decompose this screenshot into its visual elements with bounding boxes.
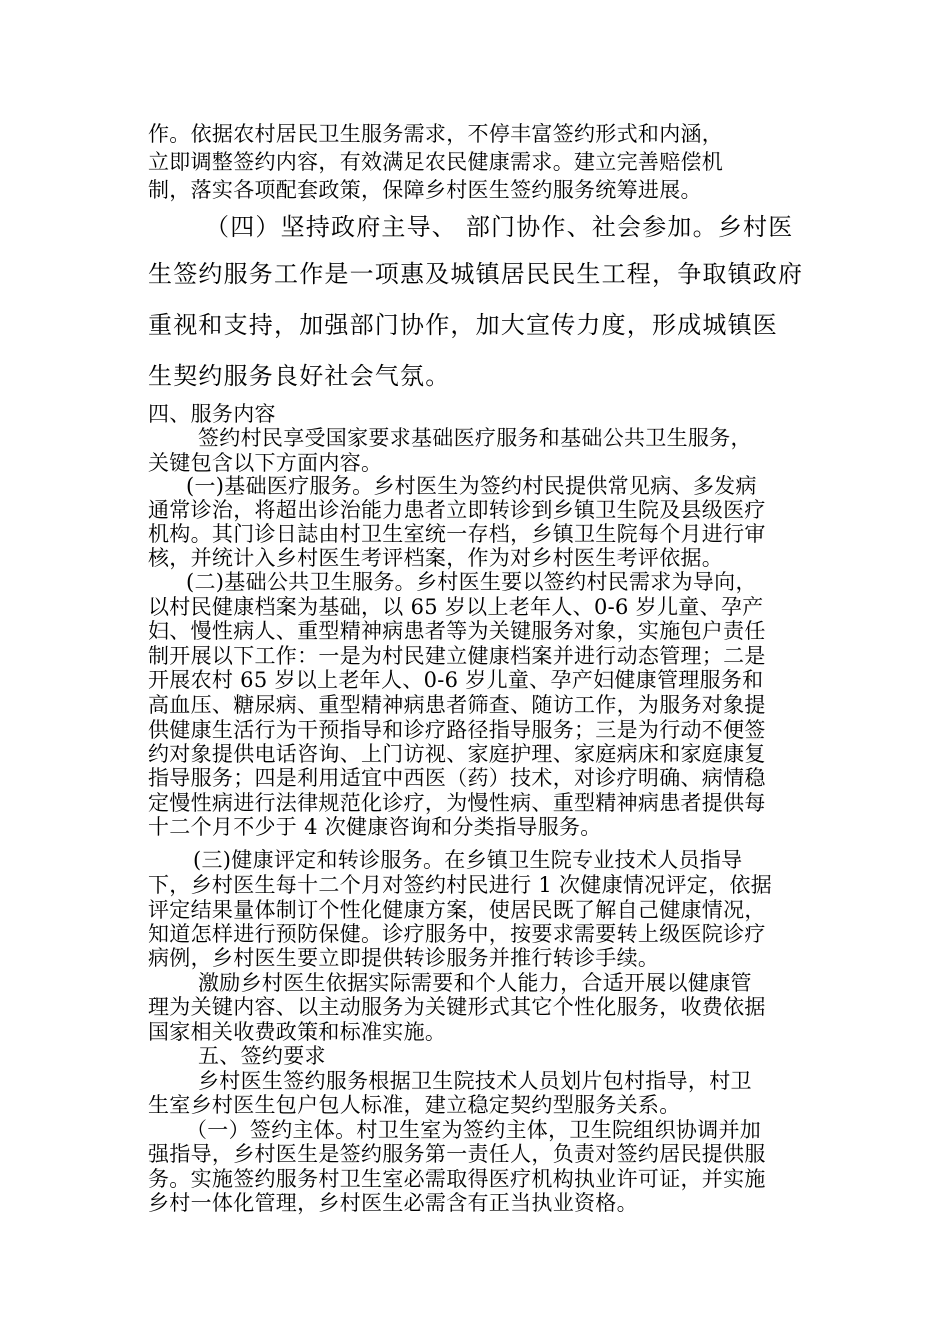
paragraph-line: 理为关键内容、以主动服务为关键形式其它个性化服务，收费依据 (148, 995, 766, 1019)
paragraph-line: 知道怎样进行预防保健。诊疗服务中，按要求需要转上级医院诊疗 (148, 922, 766, 946)
section-heading-four: （四）坚持政府主导、 部门协作、社会参加。乡村医 (205, 213, 794, 241)
paragraph-line: 供健康生活行为干预指导和诊疗路径指导服务；三是为行动不便签 (148, 718, 766, 742)
paragraph-line: 生契约服务良好社会气氛。 (148, 362, 451, 390)
paragraph-line: 生签约服务工作是一项惠及城镇居民民生工程，争取镇政府 (148, 260, 804, 288)
subsection-heading: (二)基础公共卫生服务。乡村医生要以签约村民需求为导向， (186, 570, 757, 594)
paragraph-line: 病例，乡村医生要立即提供转诊服务并推行转诊手续。 (148, 946, 660, 970)
subsection-heading: （一）签约主体。村卫生室为签约主体，卫生院组织协调并加 (186, 1118, 762, 1142)
paragraph-line: 机构。其门诊日誌由村卫生室统一存档，乡镇卫生院每个月进行审 (148, 522, 766, 546)
paragraph-line: 核，并统计入乡村医生考评档案，作为对乡村医生考评依据。 (148, 546, 724, 570)
paragraph-line: 国家相关收费政策和标准实施。 (148, 1020, 447, 1044)
paragraph-line: 务。实施签约服务村卫生室必需取得医疗机构执业许可证，并实施 (148, 1167, 766, 1191)
paragraph-line: 妇、慢性病人、重型精神病患者等为关键服务对象，实施包户责任 (148, 619, 766, 643)
paragraph-line: 通常诊治，将超出诊治能力患者立即转诊到乡镇卫生院及县级医疗 (148, 498, 766, 522)
paragraph-line: 约对象提供电话咨询、上门访视、家庭护理、家庭病床和家庭康复 (148, 742, 766, 766)
paragraph-line: 以村民健康档案为基础，以 65 岁以上老年人、0-6 岁儿童、孕产 (148, 595, 764, 619)
paragraph-line: 定慢性病进行法律规范化诊疗，为慢性病、重型精神病患者提供每 (148, 791, 766, 815)
paragraph-line: 指导服务；四是利用适宜中西医（药）技术，对诊疗明确、病情稳 (148, 766, 766, 790)
subsection-heading: (一)基础医疗服务。乡村医生为签约村民提供常见病、多发病 (186, 474, 757, 498)
paragraph-line: 激励乡村医生依据实际需要和个人能力，合适开展以健康管 (198, 971, 752, 995)
paragraph-line: 乡村一体化管理，乡村医生必需含有正当执业资格。 (148, 1191, 638, 1215)
paragraph-line: 签约村民享受国家要求基础医疗服务和基础公共卫生服务， (198, 426, 752, 450)
paragraph-line: 关键包含以下方面内容。 (148, 451, 383, 475)
paragraph-line: 强指导，乡村医生是签约服务第一责任人，负责对签约居民提供服 (148, 1142, 766, 1166)
paragraph-line: 生室乡村医生包户包人标准，建立稳定契约型服务关系。 (148, 1093, 681, 1117)
paragraph-line: 评定结果量体制订个性化健康方案，使居民既了解自己健康情况， (148, 898, 766, 922)
paragraph-line: 十二个月不少于 4 次健康咨询和分类指导服务。 (148, 815, 602, 839)
section-title: 四、服务内容 (148, 402, 276, 426)
paragraph-line: 开展农村 65 岁以上老年人、0-6 岁儿童、孕产妇健康管理服务和 (148, 668, 764, 692)
paragraph-line: 制开展以下工作：一是为村民建立健康档案并进行动态管理；二是 (148, 644, 766, 668)
section-title: 五、签约要求 (198, 1044, 326, 1068)
paragraph-line: 高血压、糖尿病、重型精神病患者筛查、随访工作，为服务对象提 (148, 693, 766, 717)
paragraph-line: 乡村医生签约服务根据卫生院技术人员划片包村指导，村卫 (198, 1069, 752, 1093)
paragraph-line: 重视和支持，加强部门协作，加大宣传力度，形成城镇医 (148, 311, 778, 339)
paragraph-line: 制，落实各项配套政策，保障乡村医生签约服务统筹进展。 (148, 178, 702, 202)
paragraph-line: 立即调整签约内容，有效满足农民健康需求。建立完善赔偿机 (148, 150, 724, 174)
paragraph-line: 下，乡村医生每十二个月对签约村民进行 1 次健康情况评定，依据 (148, 873, 773, 897)
subsection-heading: (三)健康评定和转诊服务。在乡镇卫生院专业技术人员指导 (193, 848, 743, 872)
paragraph-line: 作。依据农村居民卫生服务需求，不停丰富签约形式和内涵， (148, 122, 724, 146)
